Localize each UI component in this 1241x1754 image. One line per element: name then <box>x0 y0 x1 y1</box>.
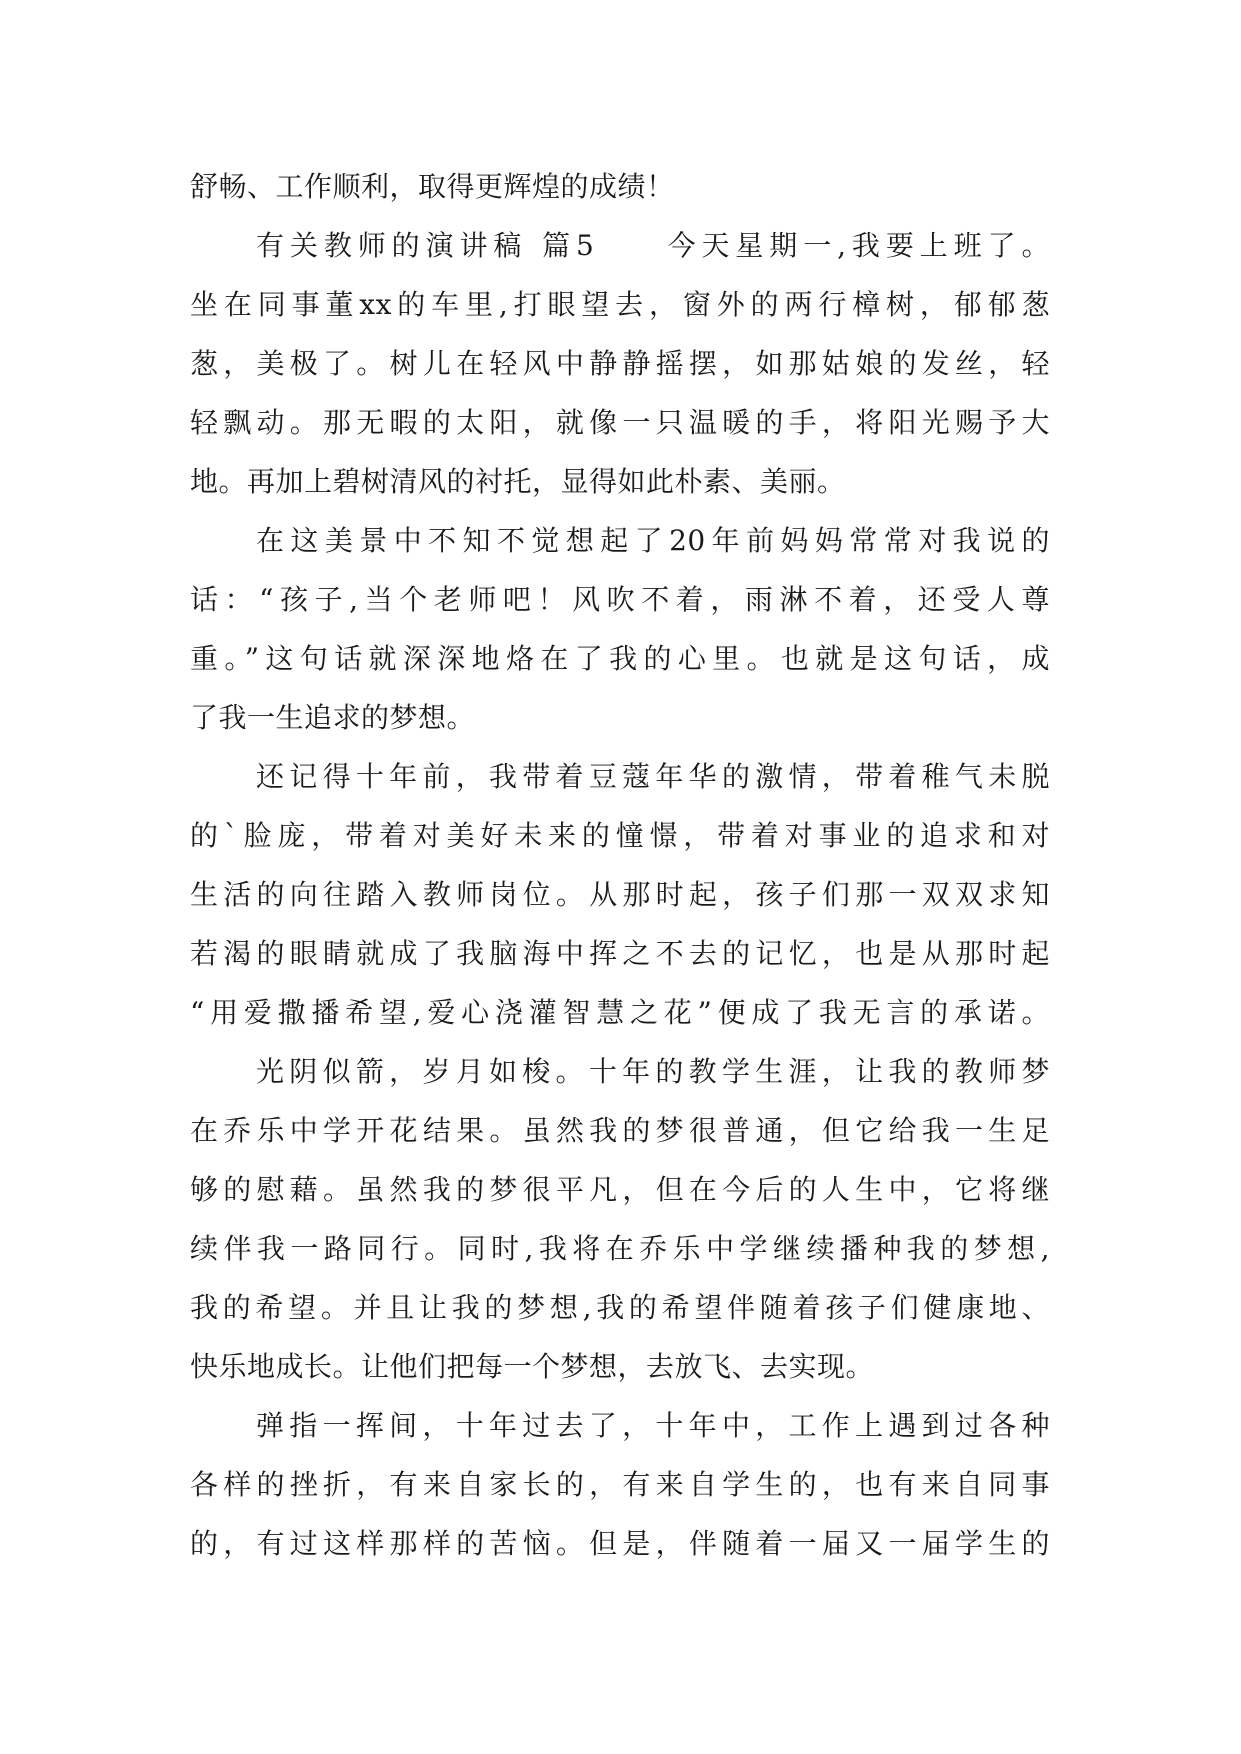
text-line: 弹指一挥间，十年过去了，十年中，工作上遇到过各种 <box>256 1409 1050 1442</box>
text-line: 话：“孩子,当个老师吧！风吹不着，雨淋不着，还受人尊 <box>190 583 1050 616</box>
text-line: 各样的挫折，有来自家长的，有来自学生的，也有来自同事 <box>190 1468 1050 1501</box>
text-line: “用爱撒播希望,爱心浇灌智慧之花”便成了我无言的承诺。 <box>190 996 1050 1029</box>
text-line: 够的慰藉。虽然我的梦很平凡，但在今后的人生中，它将继 <box>190 1173 1050 1206</box>
text-line: 地。再加上碧树清风的衬托，显得如此朴素、美丽。 <box>190 465 846 498</box>
text-line: 在这美景中不知不觉想起了20年前妈妈常常对我说的 <box>256 524 1050 557</box>
text-line: 坐在同事董xx的车里,打眼望去，窗外的两行樟树，郁郁葱 <box>190 288 1050 321</box>
text-line: 重。”这句话就深深地烙在了我的心里。也就是这句话，成 <box>190 642 1050 675</box>
speech-text-body <box>190 157 1050 1573</box>
text-line: 舒畅、工作顺利，取得更辉煌的成绩！ <box>190 170 675 203</box>
text-line: 还记得十年前，我带着豆蔻年华的激情，带着稚气未脱 <box>256 760 1050 793</box>
text-line: 生活的向往踏入教师岗位。从那时起，孩子们那一双双求知 <box>190 878 1050 911</box>
text-line: 有关教师的演讲稿 篇5 今天星期一,我要上班了。 <box>256 229 1050 262</box>
text-line: 的`脸庞，带着对美好未来的憧憬，带着对事业的追求和对 <box>190 819 1050 852</box>
text-line: 轻飘动。那无暇的太阳，就像一只温暖的手，将阳光赐予大 <box>190 406 1050 439</box>
text-line: 光阴似箭，岁月如梭。十年的教学生涯，让我的教师梦 <box>256 1055 1050 1088</box>
text-line: 在乔乐中学开花结果。虽然我的梦很普通，但它给我一生足 <box>190 1114 1050 1147</box>
text-line: 了我一生追求的梦想。 <box>190 701 476 734</box>
text-line: 续伴我一路同行。同时,我将在乔乐中学继续播种我的梦想, <box>190 1232 1050 1265</box>
text-line: 快乐地成长。让他们把每一个梦想，去放飞、去实现。 <box>190 1350 875 1383</box>
text-line: 若渴的眼睛就成了我脑海中挥之不去的记忆，也是从那时起 <box>190 937 1050 970</box>
text-line: 的，有过这样那样的苦恼。但是，伴随着一届又一届学生的 <box>190 1527 1050 1560</box>
text-line: 葱，美极了。树儿在轻风中静静摇摆，如那姑娘的发丝，轻 <box>190 347 1050 380</box>
text-line: 我的希望。并且让我的梦想,我的希望伴随着孩子们健康地、 <box>190 1291 1050 1324</box>
